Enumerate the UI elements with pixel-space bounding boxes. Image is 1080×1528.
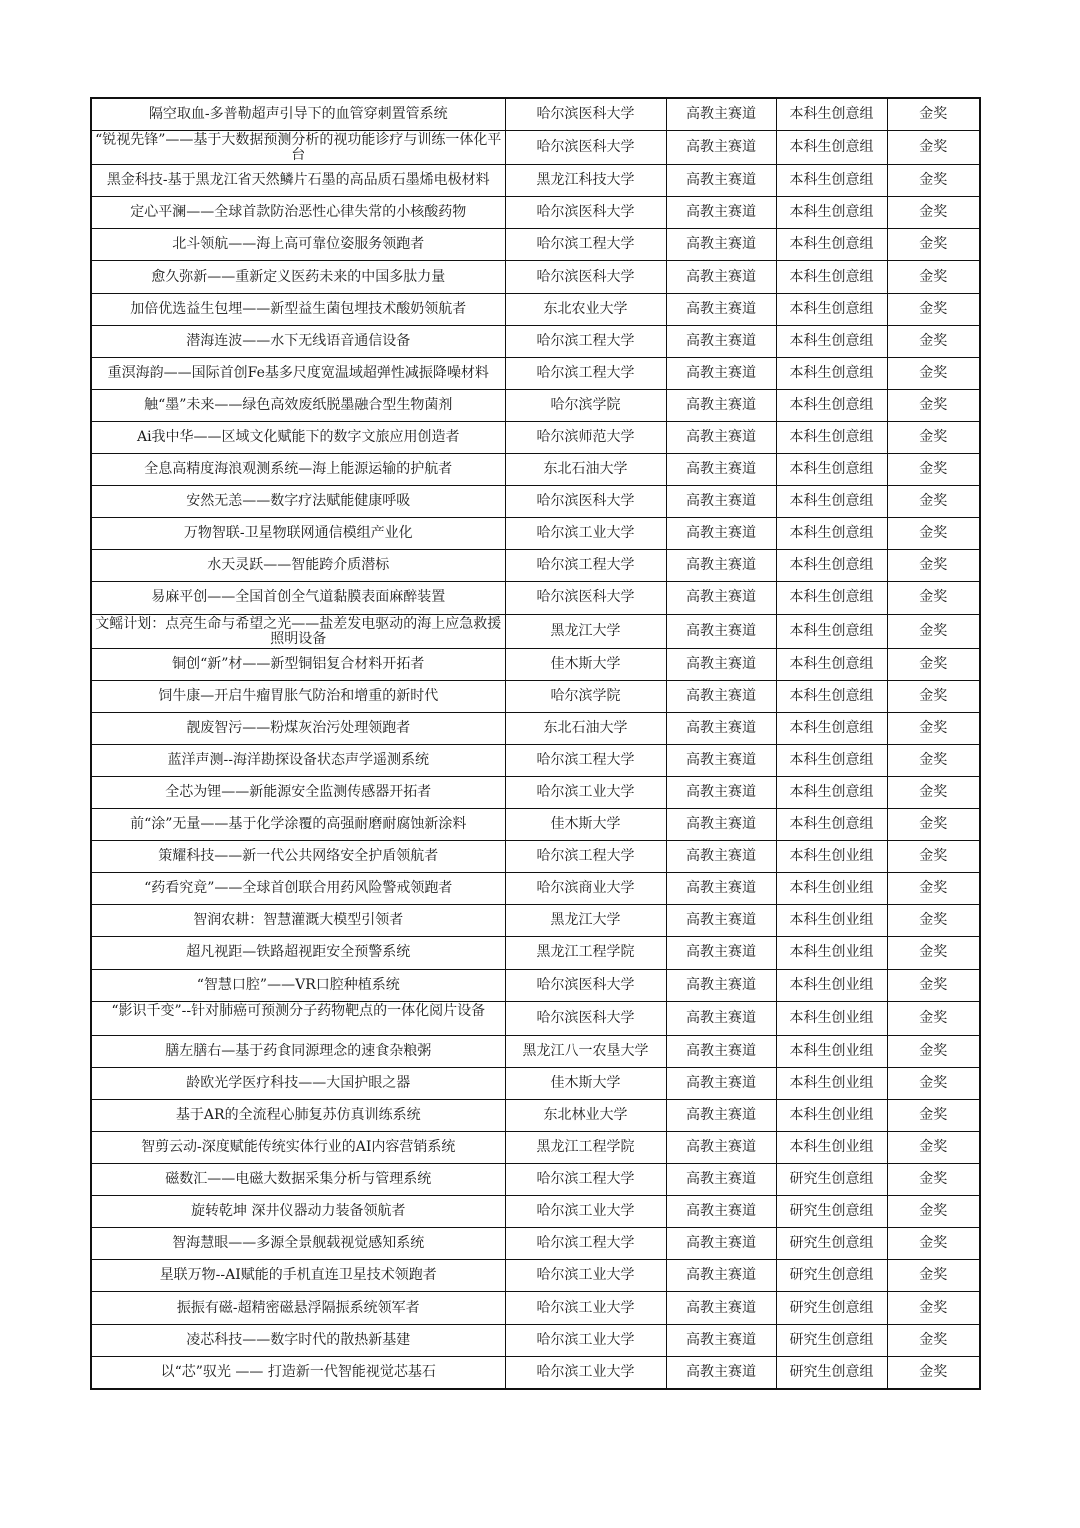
award-cell: 金奖 [887,809,980,841]
school-cell: 黑龙江大学 [505,905,666,937]
table-row [91,486,980,518]
project-name-cell: 安然无恙——数字疗法赋能健康呼吸 [91,486,505,518]
group-cell: 本科生创意组 [776,197,887,229]
project-name-cell: 星联万物--AI赋能的手机直连卫星技术领跑者 [91,1260,505,1292]
award-cell: 金奖 [887,261,980,293]
project-name-cell: 蓝洋声测--海洋勘探设备状态声学遥测系统 [91,744,505,776]
table-row [91,389,980,421]
table-row [91,614,980,648]
award-cell: 金奖 [887,325,980,357]
award-cell: 金奖 [887,1099,980,1131]
school-cell: 哈尔滨工程大学 [505,841,666,873]
table-row [91,293,980,325]
track-cell: 高教主赛道 [666,1132,776,1164]
school-cell: 哈尔滨工业大学 [505,1292,666,1324]
group-cell: 本科生创业组 [776,1132,887,1164]
award-cell: 金奖 [887,905,980,937]
school-cell: 哈尔滨工业大学 [505,518,666,550]
project-name-cell: 水天灵跃——智能跨介质潜标 [91,550,505,582]
track-cell: 高教主赛道 [666,261,776,293]
table-row [91,809,980,841]
group-cell: 研究生创意组 [776,1196,887,1228]
school-cell: 哈尔滨工业大学 [505,776,666,808]
project-name-cell: 万物智联-卫星物联网通信模组产业化 [91,518,505,550]
table-row [91,937,980,969]
track-cell: 高教主赛道 [666,809,776,841]
school-cell: 哈尔滨工程大学 [505,550,666,582]
group-cell: 本科生创意组 [776,293,887,325]
track-cell: 高教主赛道 [666,1356,776,1389]
award-cell: 金奖 [887,486,980,518]
school-cell: 佳木斯大学 [505,1067,666,1099]
award-cell: 金奖 [887,131,980,165]
school-cell: 东北农业大学 [505,293,666,325]
table-row [91,1132,980,1164]
table-row [91,905,980,937]
award-cell: 金奖 [887,1356,980,1389]
track-cell: 高教主赛道 [666,357,776,389]
project-name-cell: 定心平澜——全球首款防治恶性心律失常的小核酸药物 [91,197,505,229]
school-cell: 哈尔滨医科大学 [505,261,666,293]
track-cell: 高教主赛道 [666,325,776,357]
project-name-cell: 凌芯科技——数字时代的散热新基建 [91,1324,505,1356]
award-cell: 金奖 [887,648,980,680]
project-name-cell: 全息高精度海浪观测系统—海上能源运输的护航者 [91,454,505,486]
group-cell: 本科生创意组 [776,582,887,614]
table-row [91,1356,980,1389]
school-cell: 黑龙江科技大学 [505,165,666,197]
group-cell: 本科生创业组 [776,905,887,937]
project-name-cell: 磁数汇——电磁大数据采集分析与管理系统 [91,1164,505,1196]
award-cell: 金奖 [887,841,980,873]
table-row [91,1001,980,1035]
track-cell: 高教主赛道 [666,1196,776,1228]
project-name-cell: 潜海连波——水下无线语音通信设备 [91,325,505,357]
award-cell: 金奖 [887,1132,980,1164]
project-name-cell: 隔空取血-多普勒超声引导下的血管穿刺置管系统 [91,98,505,131]
project-name-cell: 加倍优选益生包埋——新型益生菌包埋技术酸奶领航者 [91,293,505,325]
award-cell: 金奖 [887,712,980,744]
group-cell: 研究生创意组 [776,1356,887,1389]
school-cell: 黑龙江八一农垦大学 [505,1035,666,1067]
group-cell: 本科生创意组 [776,648,887,680]
school-cell: 哈尔滨工程大学 [505,325,666,357]
track-cell: 高教主赛道 [666,614,776,648]
table-row [91,1292,980,1324]
group-cell: 本科生创意组 [776,325,887,357]
school-cell: 东北石油大学 [505,712,666,744]
project-name-cell: 振振有磁-超精密磁悬浮隔振系统领军者 [91,1292,505,1324]
track-cell: 高教主赛道 [666,873,776,905]
table-row [91,261,980,293]
project-name-cell: 超凡视距—铁路超视距安全预警系统 [91,937,505,969]
awards-table-body [91,98,980,1389]
award-cell: 金奖 [887,776,980,808]
school-cell: 黑龙江工程学院 [505,937,666,969]
group-cell: 研究生创意组 [776,1228,887,1260]
table-row [91,1196,980,1228]
project-name-cell: 靓废智污——粉煤灰治污处理领跑者 [91,712,505,744]
track-cell: 高教主赛道 [666,389,776,421]
track-cell: 高教主赛道 [666,1164,776,1196]
group-cell: 本科生创意组 [776,550,887,582]
table-row [91,98,980,131]
school-cell: 哈尔滨医科大学 [505,197,666,229]
group-cell: 研究生创意组 [776,1292,887,1324]
table-row [91,1228,980,1260]
track-cell: 高教主赛道 [666,648,776,680]
table-row [91,131,980,165]
group-cell: 本科生创业组 [776,1001,887,1035]
school-cell: 哈尔滨工程大学 [505,1164,666,1196]
table-row [91,648,980,680]
project-name-cell: “智慧口腔”——VR口腔种植系统 [91,969,505,1001]
school-cell: 哈尔滨工业大学 [505,1260,666,1292]
project-name-cell: 饲牛康—开启牛瘤胃胀气防治和增重的新时代 [91,680,505,712]
group-cell: 本科生创意组 [776,165,887,197]
table-row [91,1260,980,1292]
table-row [91,454,980,486]
award-cell: 金奖 [887,389,980,421]
table-row [91,776,980,808]
table-row [91,518,980,550]
school-cell: 哈尔滨医科大学 [505,582,666,614]
track-cell: 高教主赛道 [666,1228,776,1260]
school-cell: 哈尔滨工业大学 [505,1324,666,1356]
group-cell: 本科生创意组 [776,421,887,453]
award-cell: 金奖 [887,454,980,486]
project-name-cell: 龄欧光学医疗科技——大国护眼之器 [91,1067,505,1099]
project-name-cell: “锐视先锋”——基于大数据预测分析的视功能诊疗与训练一体化平台 [91,131,505,165]
track-cell: 高教主赛道 [666,229,776,261]
award-cell: 金奖 [887,582,980,614]
table-row [91,969,980,1001]
school-cell: 黑龙江工程学院 [505,1132,666,1164]
table-row [91,421,980,453]
track-cell: 高教主赛道 [666,1099,776,1131]
group-cell: 本科生创意组 [776,680,887,712]
project-name-cell: 铜创“新”材——新型铜铝复合材料开拓者 [91,648,505,680]
group-cell: 本科生创意组 [776,261,887,293]
award-cell: 金奖 [887,1164,980,1196]
school-cell: 哈尔滨医科大学 [505,131,666,165]
school-cell: 哈尔滨工程大学 [505,357,666,389]
award-cell: 金奖 [887,1292,980,1324]
school-cell: 哈尔滨工程大学 [505,744,666,776]
group-cell: 本科生创业组 [776,969,887,1001]
award-cell: 金奖 [887,680,980,712]
table-row [91,165,980,197]
track-cell: 高教主赛道 [666,841,776,873]
track-cell: 高教主赛道 [666,197,776,229]
project-name-cell: 黑金科技-基于黑龙江省天然鳞片石墨的高品质石墨烯电极材料 [91,165,505,197]
project-name-cell: 膳左膳右—基于药食同源理念的速食杂粮粥 [91,1035,505,1067]
project-name-cell: “药看究竟”——全球首创联合用药风险警戒领跑者 [91,873,505,905]
school-cell: 哈尔滨学院 [505,680,666,712]
group-cell: 研究生创意组 [776,1260,887,1292]
group-cell: 本科生创意组 [776,131,887,165]
award-cell: 金奖 [887,1196,980,1228]
track-cell: 高教主赛道 [666,131,776,165]
school-cell: 哈尔滨师范大学 [505,421,666,453]
track-cell: 高教主赛道 [666,293,776,325]
table-row [91,1067,980,1099]
project-name-cell: 易麻平创——全国首创全气道黏膜表面麻醉装置 [91,582,505,614]
project-name-cell: Ai我中华——区域文化赋能下的数字文旅应用创造者 [91,421,505,453]
award-cell: 金奖 [887,98,980,131]
track-cell: 高教主赛道 [666,1067,776,1099]
award-cell: 金奖 [887,357,980,389]
track-cell: 高教主赛道 [666,454,776,486]
project-name-cell: 基于AR的全流程心肺复苏仿真训练系统 [91,1099,505,1131]
award-cell: 金奖 [887,165,980,197]
award-cell: 金奖 [887,937,980,969]
table-row [91,229,980,261]
award-cell: 金奖 [887,1324,980,1356]
school-cell: 哈尔滨工业大学 [505,1196,666,1228]
group-cell: 本科生创意组 [776,809,887,841]
track-cell: 高教主赛道 [666,98,776,131]
table-row [91,1324,980,1356]
award-cell: 金奖 [887,1067,980,1099]
track-cell: 高教主赛道 [666,550,776,582]
table-row [91,680,980,712]
school-cell: 东北林业大学 [505,1099,666,1131]
track-cell: 高教主赛道 [666,1001,776,1035]
award-cell: 金奖 [887,614,980,648]
project-name-cell: 愈久弥新——重新定义医药未来的中国多肽力量 [91,261,505,293]
track-cell: 高教主赛道 [666,937,776,969]
track-cell: 高教主赛道 [666,518,776,550]
award-cell: 金奖 [887,197,980,229]
school-cell: 哈尔滨医科大学 [505,969,666,1001]
project-name-cell: “影识千变”--针对肺癌可预测分子药物靶点的一体化阅片设备 [91,1001,505,1035]
school-cell: 佳木斯大学 [505,809,666,841]
project-name-cell: 触“墨”未来——绿色高效废纸脱墨融合型生物菌剂 [91,389,505,421]
school-cell: 哈尔滨工程大学 [505,1228,666,1260]
table-row [91,550,980,582]
table-row [91,1035,980,1067]
group-cell: 本科生创业组 [776,873,887,905]
project-name-cell: 智剪云动-深度赋能传统实体行业的AI内容营销系统 [91,1132,505,1164]
school-cell: 哈尔滨学院 [505,389,666,421]
award-cell: 金奖 [887,293,980,325]
school-cell: 哈尔滨医科大学 [505,98,666,131]
track-cell: 高教主赛道 [666,486,776,518]
track-cell: 高教主赛道 [666,712,776,744]
award-cell: 金奖 [887,550,980,582]
group-cell: 本科生创业组 [776,1067,887,1099]
awards-table [90,97,981,1390]
table-row [91,1099,980,1131]
project-name-cell: 智润农耕：智慧灌溉大模型引领者 [91,905,505,937]
group-cell: 本科生创意组 [776,614,887,648]
group-cell: 本科生创意组 [776,454,887,486]
group-cell: 研究生创意组 [776,1324,887,1356]
table-row [91,582,980,614]
award-cell: 金奖 [887,744,980,776]
track-cell: 高教主赛道 [666,744,776,776]
track-cell: 高教主赛道 [666,776,776,808]
project-name-cell: 旋转乾坤 深井仪器动力装备领航者 [91,1196,505,1228]
track-cell: 高教主赛道 [666,969,776,1001]
school-cell: 哈尔滨工业大学 [505,1356,666,1389]
school-cell: 佳木斯大学 [505,648,666,680]
group-cell: 本科生创意组 [776,744,887,776]
group-cell: 本科生创业组 [776,1099,887,1131]
award-cell: 金奖 [887,969,980,1001]
school-cell: 黑龙江大学 [505,614,666,648]
group-cell: 本科生创意组 [776,776,887,808]
group-cell: 研究生创意组 [776,1164,887,1196]
group-cell: 本科生创意组 [776,357,887,389]
award-cell: 金奖 [887,873,980,905]
group-cell: 本科生创业组 [776,1035,887,1067]
project-name-cell: 智海慧眼——多源全景舰载视觉感知系统 [91,1228,505,1260]
project-name-cell: 北斗领航——海上高可靠位姿服务领跑者 [91,229,505,261]
award-cell: 金奖 [887,1035,980,1067]
project-name-cell: 文鳐计划：点亮生命与希望之光——盐差发电驱动的海上应急救援照明设备 [91,614,505,648]
award-cell: 金奖 [887,1260,980,1292]
table-row [91,1164,980,1196]
table-row [91,325,980,357]
award-cell: 金奖 [887,1228,980,1260]
group-cell: 本科生创意组 [776,486,887,518]
table-row [91,873,980,905]
table-row [91,712,980,744]
group-cell: 本科生创意组 [776,712,887,744]
school-cell: 哈尔滨医科大学 [505,486,666,518]
track-cell: 高教主赛道 [666,1035,776,1067]
track-cell: 高教主赛道 [666,905,776,937]
award-cell: 金奖 [887,421,980,453]
award-cell: 金奖 [887,229,980,261]
award-cell: 金奖 [887,1001,980,1035]
track-cell: 高教主赛道 [666,582,776,614]
project-name-cell: 策耀科技——新一代公共网络安全护盾领航者 [91,841,505,873]
table-row [91,841,980,873]
table-row [91,357,980,389]
project-name-cell: 全芯为锂——新能源安全监测传感器开拓者 [91,776,505,808]
table-row [91,744,980,776]
school-cell: 哈尔滨商业大学 [505,873,666,905]
track-cell: 高教主赛道 [666,165,776,197]
school-cell: 哈尔滨工程大学 [505,229,666,261]
track-cell: 高教主赛道 [666,1324,776,1356]
group-cell: 本科生创意组 [776,518,887,550]
table-row [91,197,980,229]
group-cell: 本科生创业组 [776,937,887,969]
award-cell: 金奖 [887,518,980,550]
track-cell: 高教主赛道 [666,1260,776,1292]
group-cell: 本科生创业组 [776,841,887,873]
group-cell: 本科生创意组 [776,98,887,131]
track-cell: 高教主赛道 [666,680,776,712]
group-cell: 本科生创意组 [776,389,887,421]
school-cell: 东北石油大学 [505,454,666,486]
track-cell: 高教主赛道 [666,421,776,453]
group-cell: 本科生创意组 [776,229,887,261]
project-name-cell: 以“芯”驭光 —— 打造新一代智能视觉芯基石 [91,1356,505,1389]
track-cell: 高教主赛道 [666,1292,776,1324]
project-name-cell: 重溟海韵——国际首创Fe基多尺度宽温域超弹性减振降噪材料 [91,357,505,389]
school-cell: 哈尔滨医科大学 [505,1001,666,1035]
project-name-cell: 前“涂”无量——基于化学涂覆的高强耐磨耐腐蚀新涂料 [91,809,505,841]
